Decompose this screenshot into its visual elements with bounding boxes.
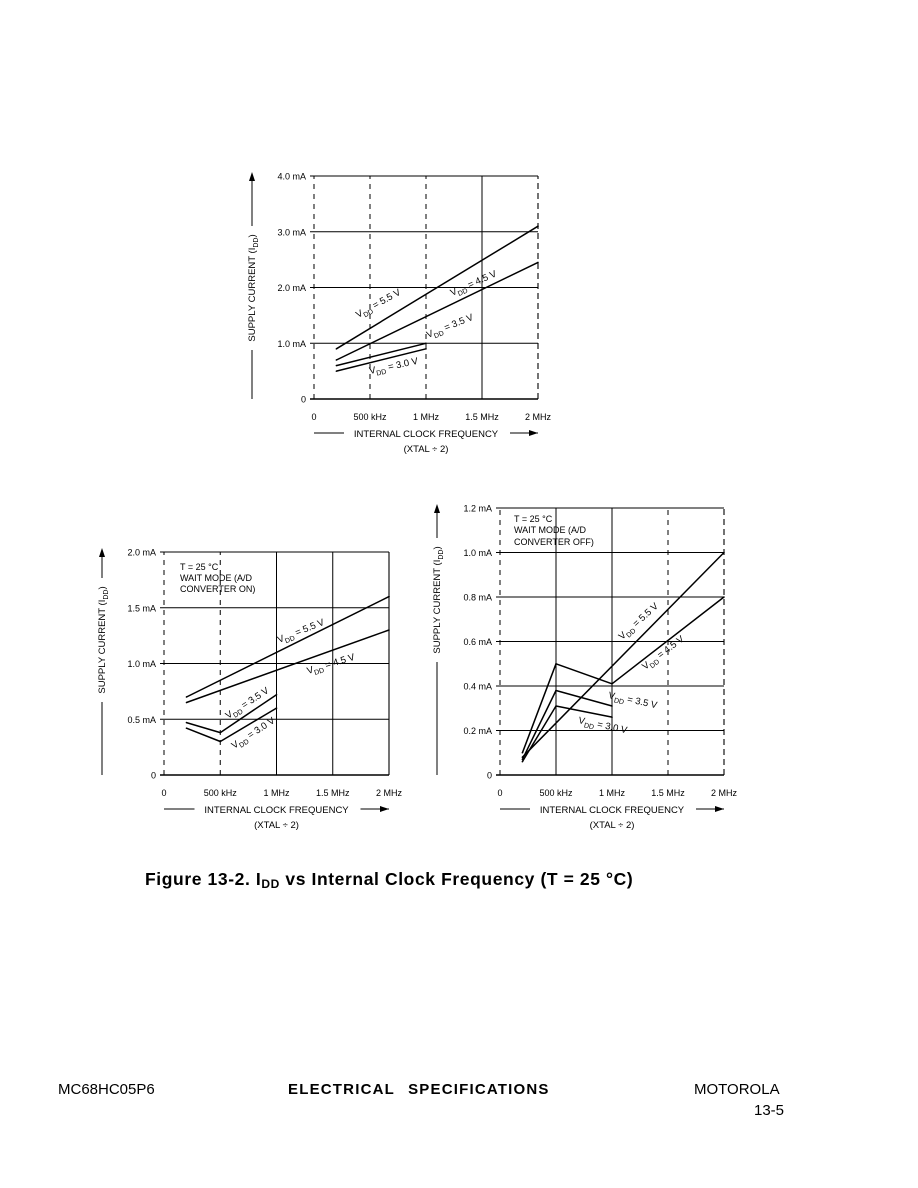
series-label-tail: = 3.0 V [243,715,278,743]
y-axis-label-sub: DD [253,237,260,248]
caption-subscript: DD [261,877,280,891]
x-tick-label: 500 kHz [539,788,573,798]
series-label-main: V [607,690,616,703]
data-point [555,663,557,665]
x-axis-label: INTERNAL CLOCK FREQUENCY [204,805,349,816]
x-tick-label: 1.5 MHz [315,788,350,798]
series-label-text [640,633,688,674]
chart-annotation: T = 25 °C [180,562,219,572]
series-label-main: V [354,307,366,321]
series-label-main: V [305,664,315,677]
y-tick-label: 1.5 mA [127,603,156,614]
y-tick-label: 0 [150,770,156,781]
y-tick-label: 3.0 mA [277,227,306,238]
x-axis-arrowhead [715,806,724,812]
series-label-tail: = 3.5 V [623,693,659,712]
caption-suffix: vs Internal Clock Frequency (T = 25 °C) [279,869,634,889]
series-label-tail: = 5.5 V [291,617,327,640]
x-axis-sublabel: (XTAL ÷ 2) [403,444,449,455]
y-tick-label: 1.0 mA [277,338,306,349]
series-label-sub: DD [313,667,326,677]
y-axis-label-sub: DD [103,589,110,600]
y-tick-label: 0.5 mA [127,714,156,725]
footer-company: MOTOROLA [694,1081,780,1098]
footer-part-number: MC68HC05P6 [58,1081,155,1098]
y-axis-label-main: SUPPLY CURRENT (I [247,247,258,342]
x-axis-label: INTERNAL CLOCK FREQUENCY [539,805,685,816]
y-tick-label: 0.8 mA [463,592,492,603]
x-tick-label: 1 MHz [263,788,290,798]
series-label-sub: DD [648,658,662,671]
series-label-tail: = 4.5 V [463,268,499,293]
chart-annotation: CONVERTER OFF) [514,537,594,547]
y-tick-label: 1.0 mA [463,548,492,558]
series-label-sub: DD [625,627,638,640]
series-label-main: V [368,364,377,377]
series-label-tail: = 4.5 V [321,651,357,673]
x-tick-label: 1 MHz [598,788,626,798]
series-label-main: V [577,715,586,728]
data-point [611,683,613,685]
series-label-sub: DD [362,308,375,320]
y-tick-label: 4.0 mA [277,171,306,182]
series-label-main: V [640,659,652,673]
x-tick-label: 1.5 MHz [465,412,499,422]
y-axis-label-group [432,546,445,653]
series-label-tail: = 5.5 V [628,600,661,632]
series-label-tail: = 3.5 V [237,685,272,713]
series-label-sub: DD [284,634,297,646]
series-label-tail: = 3.0 V [593,718,629,737]
footer-section-title: ELECTRICAL SPECIFICATIONS [288,1081,550,1098]
figure-caption [145,869,633,891]
series-label-main: V [276,633,287,646]
chart-annotation: T = 25 °C [514,514,553,524]
x-axis-sublabel: (XTAL ÷ 2) [589,820,635,831]
y-axis-label-end: ) [97,586,108,590]
x-tick-label: 500 kHz [353,412,387,422]
chart-annotation: CONVERTER ON) [180,584,256,594]
y-tick-label: 2.0 mA [277,283,306,293]
y-axis-label-sub: DD [438,549,445,560]
series-label-sub: DD [583,722,595,732]
y-tick-label: 2.0 mA [127,547,156,558]
y-axis-label-end: ) [247,234,258,238]
chart-annotation: WAIT MODE (A/D [514,525,586,535]
series-label-tail: = 4.5 V [653,633,687,663]
series-label-sub: DD [232,708,245,720]
series-label-text [607,690,659,713]
x-axis-label: INTERNAL CLOCK FREQUENCY [353,429,499,440]
x-tick-label: 0 [497,788,503,798]
series-label-main: V [425,328,436,341]
data-point [611,705,613,707]
y-axis-label-end: ) [432,546,443,550]
data-point [611,716,613,718]
data-point [555,690,557,692]
series-line [522,706,612,762]
y-tick-label: 0 [486,770,492,781]
series-label-main: V [616,629,629,643]
data-point [522,761,524,763]
series-label [577,715,629,738]
x-tick-label: 2 MHz [524,412,552,422]
series-label [640,633,688,674]
series-label-main: V [229,738,241,752]
y-tick-label: 1.0 mA [127,659,156,669]
series-label-sub: DD [433,329,446,341]
caption-prefix: Figure 13-2. I [145,869,262,889]
series-label-main: V [448,286,460,299]
footer-page-number: 13-5 [754,1102,785,1119]
y-tick-label: 0.4 mA [463,681,492,692]
series-label-text [577,715,629,738]
series-label [607,690,659,713]
x-tick-label: 2 MHz [710,788,738,798]
series-label-tail: = 5.5 V [368,287,403,313]
series-label-sub: DD [613,697,625,707]
y-tick-label: 0.2 mA [463,726,492,736]
y-axis-label-main: SUPPLY CURRENT (I [97,599,108,694]
series-label-sub: DD [375,368,388,378]
series-label-sub: DD [456,287,470,298]
y-tick-label: 0 [300,394,306,405]
y-axis-arrowhead [434,504,440,513]
y-axis-label [432,546,445,653]
x-tick-label: 0 [311,412,317,422]
data-point [723,596,725,598]
data-point [555,705,557,707]
chart-annotation: WAIT MODE (A/D [180,573,252,583]
y-axis-label-main: SUPPLY CURRENT (I [432,559,443,654]
x-tick-label: 1 MHz [412,412,440,422]
series-label-tail: = 3.0 V [384,355,420,374]
data-point [522,752,524,754]
y-tick-label: 1.2 mA [463,503,492,514]
x-tick-label: 2 MHz [375,788,403,798]
x-tick-label: 1.5 MHz [651,788,685,798]
x-axis-sublabel: (XTAL ÷ 2) [254,820,299,831]
series-label-sub: DD [238,738,251,750]
series-label-tail: = 3.5 V [440,312,476,335]
data-point [723,552,725,554]
x-tick-label: 500 kHz [203,788,237,798]
y-tick-label: 0.6 mA [463,637,492,647]
x-tick-label: 0 [161,788,167,798]
series-label-main: V [223,708,235,722]
